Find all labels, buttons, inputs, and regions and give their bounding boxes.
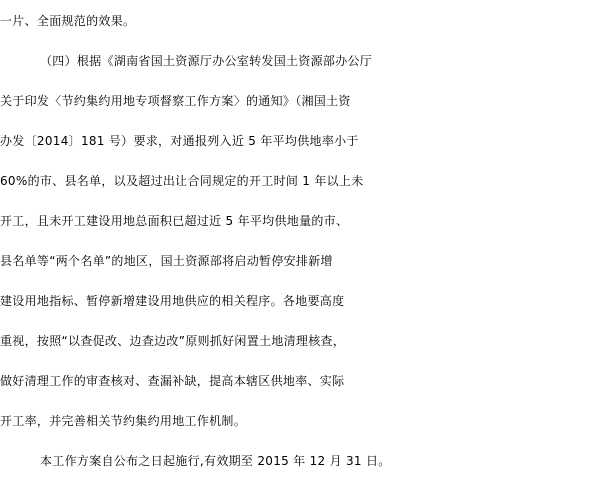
- text-line-2: （四）根据《湖南省国土资源厅办公室转发国土资源部办公厅: [40, 54, 373, 68]
- text-line-7: 县名单等“两个名单”的地区，国土资源部将启动暂停安排新增: [0, 254, 333, 268]
- text-line-1: 一片、全面规范的效果。: [0, 14, 136, 28]
- text-line-3: 关于印发〈节约集约用地专项督察工作方案〉的通知》（湘国土资: [0, 94, 351, 108]
- text-line-11: 开工率，并完善相关节约集约用地工作机制。: [0, 414, 247, 428]
- text-line-10: 做好清理工作的审查核对、查漏补缺，提高本辖区供地率、实际: [0, 374, 345, 388]
- text-line-12: 本工作方案自公布之日起施行,有效期至 2015 年 12 月 31 日。: [40, 454, 391, 468]
- text-line-8: 建设用地指标、暂停新增建设用地供应的相关程序。各地要高度: [0, 294, 345, 308]
- text-line-9: 重视，按照“以查促改、边查边改”原则抓好闲置土地清理核查，: [0, 334, 346, 348]
- text-line-4: 办发〔2014〕181 号）要求，对通报列入近 5 年平均供地率小于: [0, 134, 359, 148]
- text-line-5: 60%的市、县名单，以及超过出让合同规定的开工时间 1 年以上未: [0, 174, 364, 188]
- text-line-6: 开工，且未开工建设用地总面积已超过近 5 年平均供地量的市、: [0, 214, 349, 228]
